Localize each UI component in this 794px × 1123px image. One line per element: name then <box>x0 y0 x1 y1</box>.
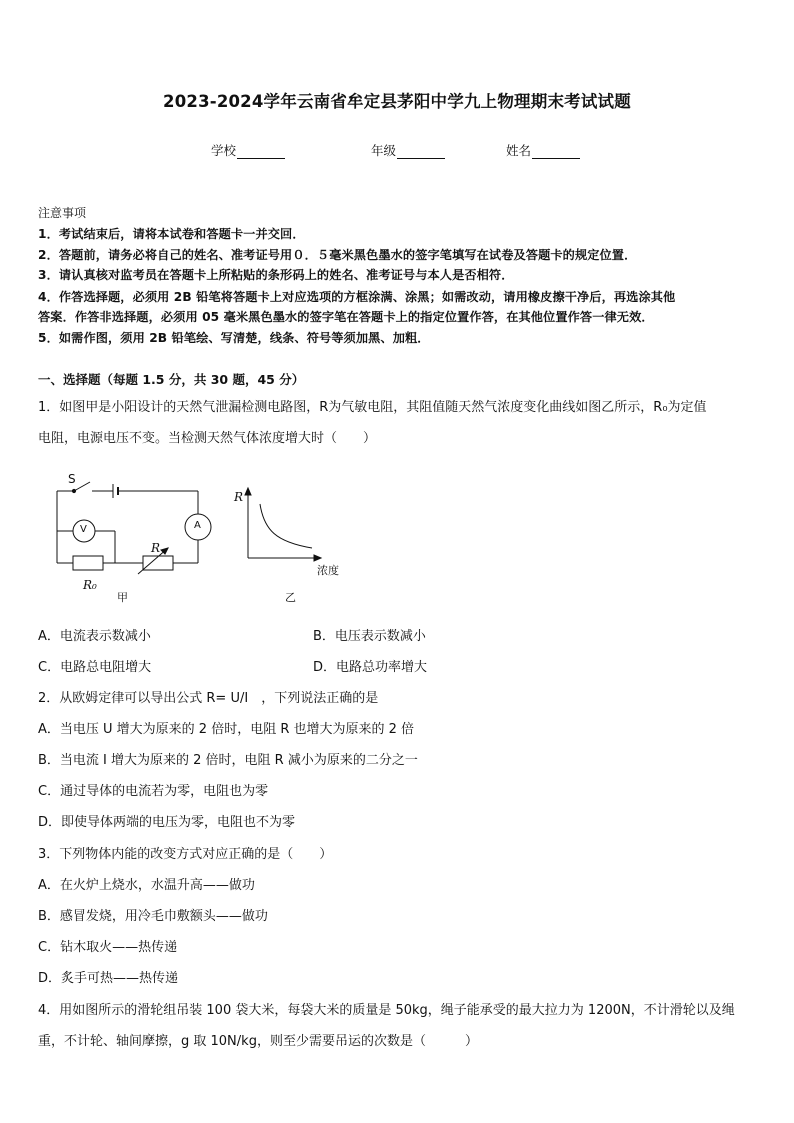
q2-option-c: C．通过导体的电流若为零，电阻也为零 <box>38 784 269 799</box>
notice-item-3: 3．请认真核对监考员在答题卡上所粘贴的条形码上的姓名、准考证号与本人是否相符． <box>38 268 514 282</box>
q2-option-b: B．当电流 I 增大为原来的 2 倍时，电阻 R 减小为原来的二分之一 <box>38 753 418 768</box>
q3-option-a: A．在火炉上烧水，水温升高——做功 <box>38 878 255 893</box>
notice-item-2: 2．答题前，请务必将自己的姓名、准考证号用０．５毫米黑色墨水的签字笔填写在试卷及答题卡的规定位置． <box>38 248 637 262</box>
q1-option-d: D．电路总功率增大 <box>313 660 428 675</box>
resistance-graph <box>236 486 326 566</box>
q2-option-d: D．即使导体两端的电压为零，电阻也不为零 <box>38 815 296 830</box>
q3-option-b: B．感冒发烧，用冷毛巾敷额头——做功 <box>38 909 268 924</box>
school-label: 学校 <box>211 143 237 158</box>
notice-heading: 注意事项 <box>38 206 87 220</box>
q3-option-d: D．炙手可热——热传递 <box>38 971 179 986</box>
name-field <box>506 141 580 159</box>
ammeter-label: A <box>194 520 201 531</box>
figure-b-label: 乙 <box>285 591 296 604</box>
name-label: 姓名 <box>506 143 532 158</box>
grade-field <box>371 141 445 159</box>
q1-stem-line2: 电阻，电源电压不变。当检测天然气体浓度增大时（ ） <box>38 431 377 446</box>
fixed-resistor-label: R₀ <box>83 578 97 592</box>
q2-stem: 2．从欧姆定律可以导出公式 R= U/I ，下列说法正确的是 <box>38 691 379 706</box>
page-title: 2023-2024学年云南省牟定县茅阳中学九上物理期末考试试题 <box>163 92 631 111</box>
voltmeter-label: V <box>80 524 87 535</box>
q3-option-c: C．钻木取火——热传递 <box>38 940 178 955</box>
q1-stem-line1: 1．如图甲是小阳设计的天然气泄漏检测电路图，R为气敏电阻，其阻值随天然气浓度变化曲线如图乙所示，R₀为定值 <box>38 400 707 415</box>
grade-blank[interactable] <box>397 144 445 159</box>
grade-label: 年级 <box>371 143 397 158</box>
q3-stem: 3．下列物体内能的改变方式对应正确的是（ ） <box>38 847 333 862</box>
q1-option-a: A．电流表示数减小 <box>38 629 151 644</box>
q4-stem-line2: 重，不计轮、轴间摩擦，g 取 10N/kg，则至少需要吊运的次数是（ ） <box>38 1034 478 1049</box>
q2-option-a: A．当电压 U 增大为原来的 2 倍时，电阻 R 也增大为原来的 2 倍 <box>38 722 415 737</box>
q1-option-c: C．电路总电阻增大 <box>38 660 152 675</box>
switch-label: S <box>68 472 76 486</box>
section-heading: 一、选择题（每题 1.5 分，共 30 题，45 分） <box>38 372 305 387</box>
notice-item-4: 4．作答选择题，必须用 2B 铅笔将答题卡上对应选项的方框涂满、涂黑；如需改动，请用橡皮擦干净后，再选涂其他 <box>38 290 676 304</box>
figure-a-label: 甲 <box>117 591 128 604</box>
notice-item-4-cont: 答案．作答非选择题，必须用 05 毫米黑色墨水的签字笔在答题卡上的指定位置作答，在其他位置作答一律无效． <box>38 310 654 324</box>
graph-y-label: R <box>234 490 244 504</box>
notice-item-1: 1．考试结束后，请将本试卷和答题卡一并交回． <box>38 227 305 241</box>
graph-x-label: 浓度 <box>317 564 339 577</box>
school-field <box>211 141 285 159</box>
circuit-diagram <box>40 468 230 608</box>
school-blank[interactable] <box>237 144 285 159</box>
name-blank[interactable] <box>532 144 580 159</box>
q4-stem-line1: 4．用如图所示的滑轮组吊装 100 袋大米，每袋大米的质量是 50kg，绳子能承受的最大拉力为 1200N，不计滑轮以及绳 <box>38 1003 735 1018</box>
notice-item-5: 5．如需作图，须用 2B 铅笔绘、写清楚，线条、符号等须加黑、加粗． <box>38 331 430 345</box>
q1-option-b: B．电压表示数减小 <box>313 629 426 644</box>
sensor-resistor-label: R <box>151 541 161 555</box>
